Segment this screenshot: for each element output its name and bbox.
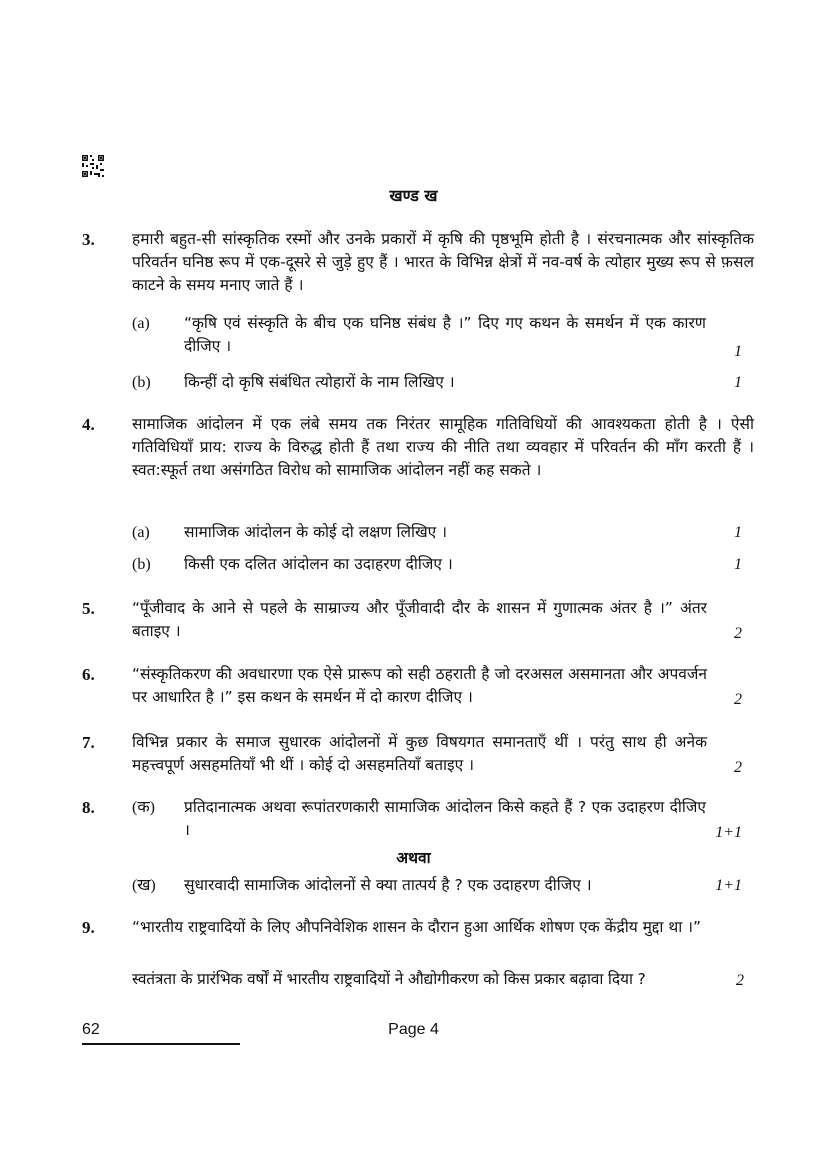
question-text: स्वतंत्रता के प्रारंभिक वर्षों में भारतीय राष्ट्रवादियों ने औद्योगीकरण को किस प्रकार बढ़ावा दिया ? (132, 970, 646, 988)
marks: 1 (734, 556, 742, 573)
sub-question-text: किसी एक दलित आंदोलन का उदाहरण दीजिए । (184, 555, 453, 573)
question-passage: सामाजिक आंदोलन में एक लंबे समय तक निरंतर सामूहिक गतिविधियों की आवश्यकता होती है । ऐसी गतिविधियाँ प्राय: राज्य के विरुद्ध होती हैं तथा राज्य की नीति तथा व्यवहार में परिवर्तन की माँग करती हैं । स्वत:स्फूर्त तथा असंगठित विरोध को सामाजिक आंदोलन नहीं कह सकते । (132, 415, 754, 479)
or-separator: अथवा (396, 849, 431, 867)
sub-question-label: (a) (132, 524, 150, 541)
question-text: “संस्कृतिकरण की अवधारणा एक ऐसे प्रारूप को सही ठहराती है जो दरअसल असमानता और अपवर्जन पर आधारित है ।” इस कथन के समर्थन में दो कारण दीजिए । (132, 665, 707, 706)
option-label: (क) (132, 799, 155, 816)
paper-code: 62 (82, 1021, 100, 1038)
question-3 (82, 228, 754, 398)
question-text: विभिन्न प्रकार के समाज सुधारक आंदोलनों में कुछ विषयगत समानताएँ थीं । परंतु साथ ही अनेक महत्त्वपूर्ण असहमतियाँ भी थीं । कोई दो असहमतियाँ बताइए । (132, 733, 707, 774)
question-quote: “भारतीय राष्ट्रवादियों के लिए औपनिवेशिक शासन के दौरान हुआ आर्थिक शोषण एक केंद्रीय मुद्दा था ।” (132, 918, 702, 936)
marks: 2 (734, 625, 742, 642)
marks: 1 (734, 343, 742, 360)
question-number: 7. (82, 733, 95, 752)
option-text: सुधारवादी सामाजिक आंदोलनों से क्या तात्पर्य है ? एक उदाहरण दीजिए । (184, 876, 592, 894)
marks: 1 (734, 524, 742, 541)
question-number: 9. (82, 918, 95, 937)
qr-code-icon (82, 155, 104, 177)
sub-question-label: (b) (132, 374, 151, 391)
page-number: Page 4 (388, 1021, 439, 1038)
question-4 (82, 413, 754, 583)
marks: 1 (734, 374, 742, 391)
question-number: 4. (82, 415, 95, 434)
marks: 1+1 (715, 824, 742, 841)
question-5 (82, 597, 742, 647)
sub-question-text: “कृषि एवं संस्कृति के बीच एक घनिष्ठ संबंध है ।” दिए गए कथन के समर्थन में एक कारण दीजिए । (184, 314, 706, 355)
option-label: (ख) (132, 877, 156, 894)
question-number: 5. (82, 599, 95, 618)
option-text: प्रतिदानात्मक अथवा रूपांतरणकारी सामाजिक आंदोलन किसे कहते हैं ? एक उदाहरण दीजिए । (184, 798, 706, 839)
marks: 2 (734, 759, 742, 776)
marks: 2 (734, 691, 742, 708)
question-number: 8. (82, 798, 95, 817)
footer-divider (82, 1043, 240, 1045)
question-number: 3. (82, 230, 95, 249)
section-title: खण्ड ख (389, 186, 438, 205)
question-6 (82, 663, 742, 713)
question-7 (82, 731, 742, 781)
question-9 (82, 916, 742, 996)
question-text: “पूँजीवाद के आने से पहले के साम्राज्य और पूँजीवादी दौर के शासन में गुणात्मक अंतर है ।” अंतर बताइए । (132, 599, 707, 640)
marks: 2 (736, 972, 744, 989)
sub-question-label: (b) (132, 556, 151, 573)
sub-question-label: (a) (132, 315, 150, 332)
marks: 1+1 (715, 877, 742, 894)
sub-question-text: सामाजिक आंदोलन के कोई दो लक्षण लिखिए । (184, 523, 448, 541)
question-passage: हमारी बहुत-सी सांस्कृतिक रस्मों और उनके प्रकारों में कृषि की पृष्ठभूमि होती है । संरचनात्मक और सांस्कृतिक परिवर्तन घनिष्ठ रूप में एक-दूसरे से जुड़े हुए हैं । भारत के विभिन्न क्षेत्रों में नव-वर्ष के त्योहार मुख्य रूप से फ़सल काटने के समय मनाए जाते हैं । (132, 230, 754, 294)
sub-question-text: किन्हीं दो कृषि संबंधित त्योहारों के नाम लिखिए । (184, 373, 455, 391)
question-number: 6. (82, 665, 95, 684)
